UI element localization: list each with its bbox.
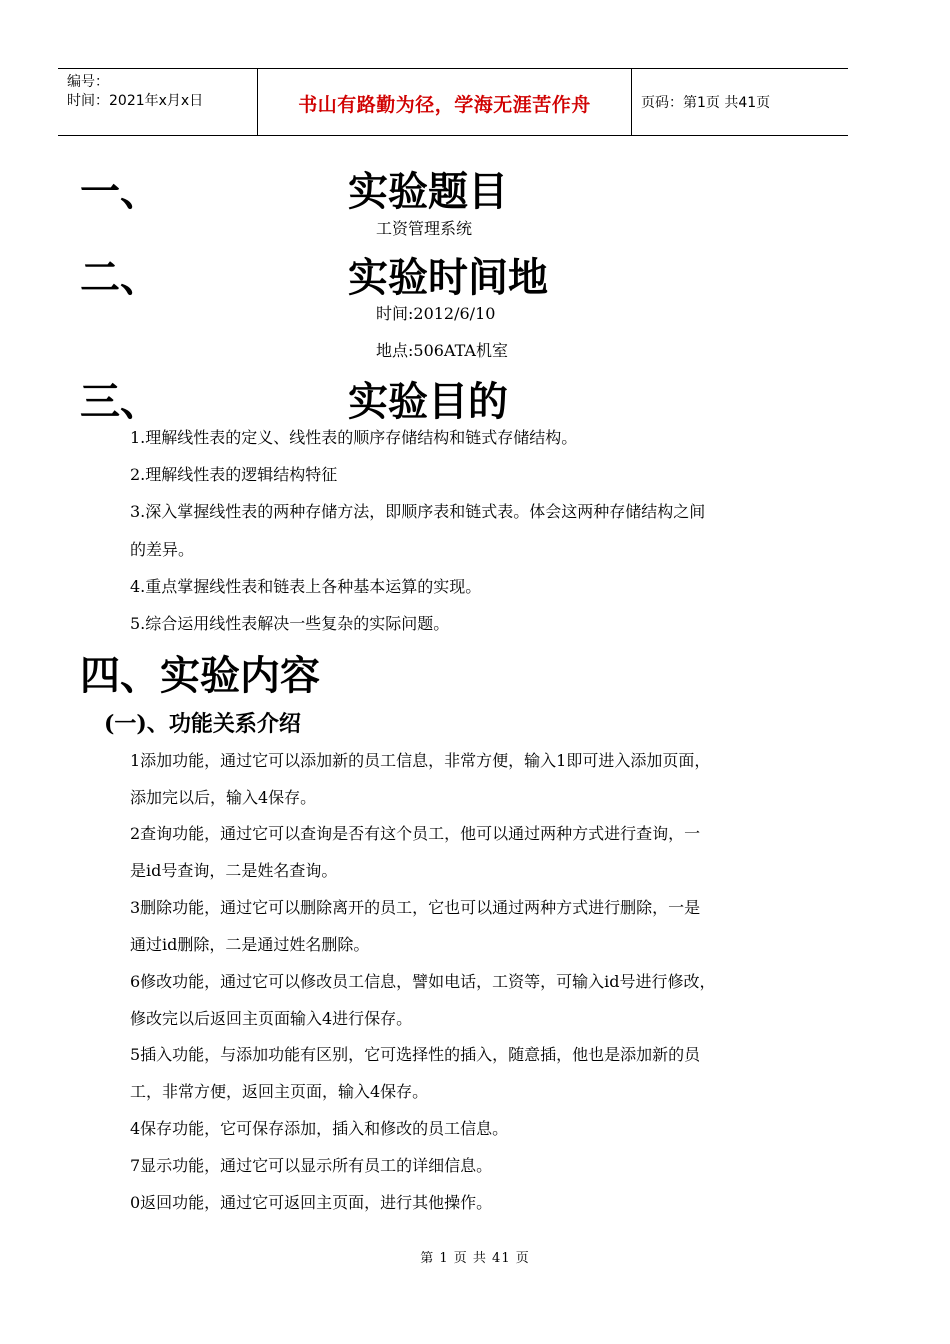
number-label: 编号： [67, 74, 109, 90]
section-3-line: 的差异。 [130, 540, 195, 559]
section-4-line: 5插入功能，与添加功能有区别，它可选择性的插入，随意插，他也是添加新的员 [130, 1045, 701, 1064]
section-4-line: 修改完以后返回主页面输入4进行保存。 [130, 1009, 413, 1028]
section-1-title: 实验题目 [348, 168, 508, 215]
section-4-line: 通过id删除，二是通过姓名删除。 [130, 935, 370, 954]
header-meta [58, 69, 258, 135]
header-page-label: 页码：第1页 共41页 [641, 95, 771, 111]
section-4-line: 3删除功能，通过它可以删除离开的员工，它也可以通过两种方式进行删除，一是 [130, 898, 701, 917]
section-1-number: 一、 [80, 168, 160, 215]
section-4-line: 4保存功能，它可保存添加，插入和修改的员工信息。 [130, 1119, 509, 1138]
section-4-line: 2查询功能，通过它可以查询是否有这个员工，他可以通过两种方式进行查询，一 [130, 824, 701, 843]
section-3-title: 实验目的 [348, 378, 508, 425]
section-1-line: 工资管理系统 [376, 219, 473, 238]
section-4-line: 工，非常方便，返回主页面，输入4保存。 [130, 1082, 429, 1101]
section-2-place: 地点:506ATA机室 [376, 341, 508, 360]
section-3-line: 2.理解线性表的逻辑结构特征 [130, 465, 338, 484]
section-4-subheading: (一)、功能关系介绍 [104, 711, 301, 737]
section-4-line: 7显示功能，通过它可以显示所有员工的详细信息。 [130, 1156, 493, 1175]
section-2-number: 二、 [80, 254, 160, 301]
section-3-line: 5.综合运用线性表解决一些复杂的实际问题。 [130, 614, 450, 633]
time-label: 时间：2021年x月x日 [67, 93, 204, 109]
section-4-line: 0返回功能，通过它可返回主页面，进行其他操作。 [130, 1193, 493, 1212]
section-3-number: 三、 [80, 378, 160, 425]
header-page-cell [632, 69, 848, 135]
section-4-line: 是id号查询，二是姓名查询。 [130, 861, 338, 880]
section-3-line: 4.重点掌握线性表和链表上各种基本运算的实现。 [130, 577, 482, 596]
section-2-title: 实验时间地 [348, 254, 548, 301]
section-4-line: 添加完以后，输入4保存。 [130, 788, 317, 807]
section-3-line: 3.深入掌握线性表的两种存储方法，即顺序表和链式表。体会这两种存储结构之间 [130, 502, 706, 521]
page-footer: 第 1 页 共 41 页 [420, 1251, 530, 1266]
section-3-line: 1.理解线性表的定义、线性表的顺序存储结构和链式存储结构。 [130, 428, 578, 447]
header-motto-cell [258, 69, 632, 135]
page-header [58, 68, 848, 136]
section-4-heading: 四、实验内容 [80, 652, 320, 699]
section-2-time: 时间:2012/6/10 [376, 304, 496, 323]
section-4-line: 6修改功能，通过它可以修改员工信息，譬如电话，工资等，可输入id号进行修改， [130, 972, 716, 991]
section-4-line: 1添加功能，通过它可以添加新的员工信息，非常方便，输入1即可进入添加页面， [130, 751, 711, 770]
header-motto: 书山有路勤为径，学海无涯苦作舟 [298, 93, 591, 116]
